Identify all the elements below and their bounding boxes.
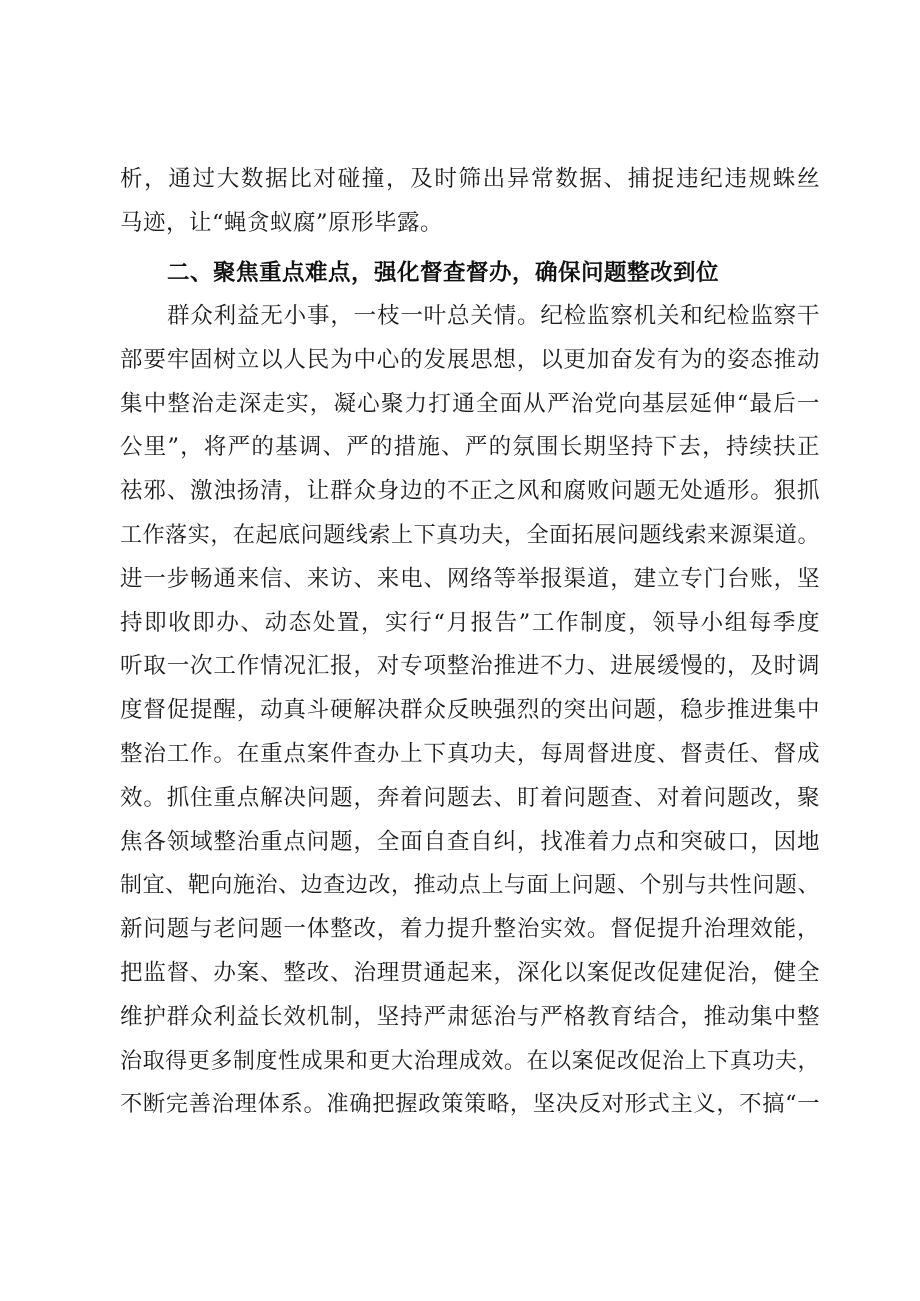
paragraph-line: 马迹，让“蝇贪蚁腐”原形毕露。 [120,209,444,236]
previous-paragraph [120,158,820,246]
section-heading: 二、聚焦重点难点，强化督查督办，确保问题整改到位 [167,260,720,286]
paragraph-line: 不断完善治理体系。准确把握政策策略，坚决反对形式主义，不搞“一 [120,1091,820,1118]
paragraph-line: 度督促提醒，动真斗硬解决群众反映强烈的突出问题，稳步推进集中 [120,697,820,724]
paragraph-line: 整治工作。在重点案件查办上下真功夫，每周督进度、督责任、督成 [120,740,820,767]
paragraph-line: 效。抓住重点解决问题，奔着问题去、盯着问题查、对着问题改，聚 [120,784,820,811]
paragraph-line: 新问题与老问题一体整改，着力提升整治实效。督促提升治理效能， [120,916,820,943]
paragraph-line: 公里”，将严的基调、严的措施、严的氛围长期坚持下去，持续扶正 [120,434,820,461]
body-paragraph [120,295,820,1127]
paragraph-line: 工作落实，在起底问题线索上下真功夫，全面拓展问题线索来源渠道。 [120,522,820,548]
paragraph-line: 析，通过大数据比对碰撞，及时筛出异常数据、捕捉违纪违规蛛丝 [120,166,820,192]
paragraph-line: 治取得更多制度性成果和更大治理成效。在以案促改促治上下真功夫， [120,1048,820,1074]
paragraph-line: 集中整治走深走实，凝心聚力打通全面从严治党向基层延伸“最后一 [120,390,820,417]
paragraph-line: 持即收即办、动态处置，实行“月报告”工作制度，领导小组每季度 [120,609,820,636]
paragraph-line: 维护群众利益长效机制，坚持严肃惩治与严格教育结合，推动集中整 [120,1003,820,1030]
paragraph-line: 进一步畅通来信、来访、来电、网络等举报渠道，建立专门台账，坚 [120,565,820,592]
paragraph-line: 祛邪、激浊扬清，让群众身边的不正之风和腐败问题无处遁形。狠抓 [120,478,820,505]
paragraph-line: 焦各领域整治重点问题，全面自查自纠，找准着力点和突破口，因地 [120,828,820,855]
paragraph-line: 部要牢固树立以人民为中心的发展思想，以更加奋发有为的姿态推动 [120,346,820,373]
paragraph-line: 群众利益无小事，一枝一叶总关情。纪检监察机关和纪检监察干 [167,303,820,329]
paragraph-line: 制宜、靶向施治、边查边改，推动点上与面上问题、个别与共性问题、 [120,873,820,899]
paragraph-line: 听取一次工作情况汇报，对专项整治推进不力、进展缓慢的，及时调 [120,653,820,680]
paragraph-line: 把监督、办案、整改、治理贯通起来，深化以案促改促建促治，健全 [120,959,820,986]
